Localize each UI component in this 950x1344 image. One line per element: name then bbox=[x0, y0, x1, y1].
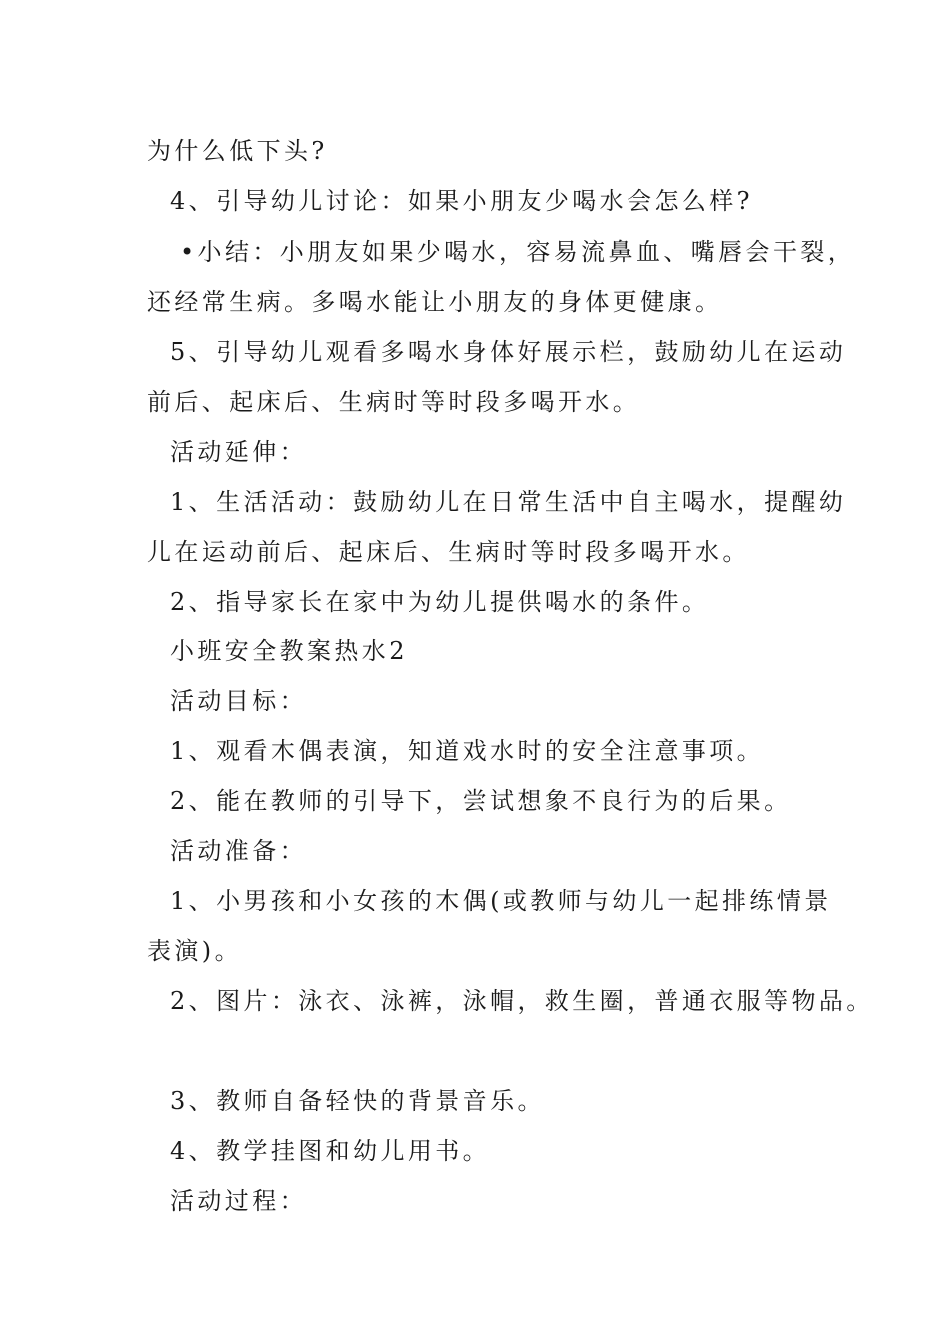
text-line: 2、指导家长在家中为幼儿提供喝水的条件。 bbox=[170, 588, 710, 616]
section-heading: 活动准备： bbox=[170, 837, 307, 865]
text-line: 4、教学挂图和幼儿用书。 bbox=[170, 1137, 491, 1165]
section-heading: 活动目标： bbox=[170, 687, 307, 715]
section-heading: 活动延伸： bbox=[170, 438, 307, 466]
text-line: 前后、起床后、生病时等时段多喝开水。 bbox=[147, 388, 641, 416]
text-line: 2、图片：泳衣、泳裤，泳帽，救生圈，普通衣服等物品。 bbox=[170, 987, 874, 1015]
text-line: 1、生活活动：鼓励幼儿在日常生活中自主喝水，提醒幼 bbox=[170, 488, 847, 516]
text-line: 1、小男孩和小女孩的木偶(或教师与幼儿一起排练情景 bbox=[170, 887, 832, 915]
text-line: 儿在运动前后、起床后、生病时等时段多喝开水。 bbox=[147, 538, 750, 566]
text-line: 5、引导幼儿观看多喝水身体好展示栏，鼓励幼儿在运动 bbox=[170, 338, 847, 366]
text-line: 1、观看木偶表演，知道戏水时的安全注意事项。 bbox=[170, 737, 765, 765]
text-line: 还经常生病。多喝水能让小朋友的身体更健康。 bbox=[147, 288, 723, 316]
text-line: 2、能在教师的引导下，尝试想象不良行为的后果。 bbox=[170, 787, 792, 815]
text-line: 3、教师自备轻快的背景音乐。 bbox=[170, 1087, 545, 1115]
text-line: •小结：小朋友如果少喝水，容易流鼻血、嘴唇会干裂， bbox=[180, 238, 856, 266]
text-line: 为什么低下头? bbox=[147, 137, 328, 165]
text-line: 表演)。 bbox=[147, 937, 242, 965]
document-subtitle: 小班安全教案热水2 bbox=[170, 637, 408, 665]
section-heading: 活动过程： bbox=[170, 1187, 307, 1215]
text-line: 4、引导幼儿讨论：如果小朋友少喝水会怎么样? bbox=[170, 187, 753, 215]
